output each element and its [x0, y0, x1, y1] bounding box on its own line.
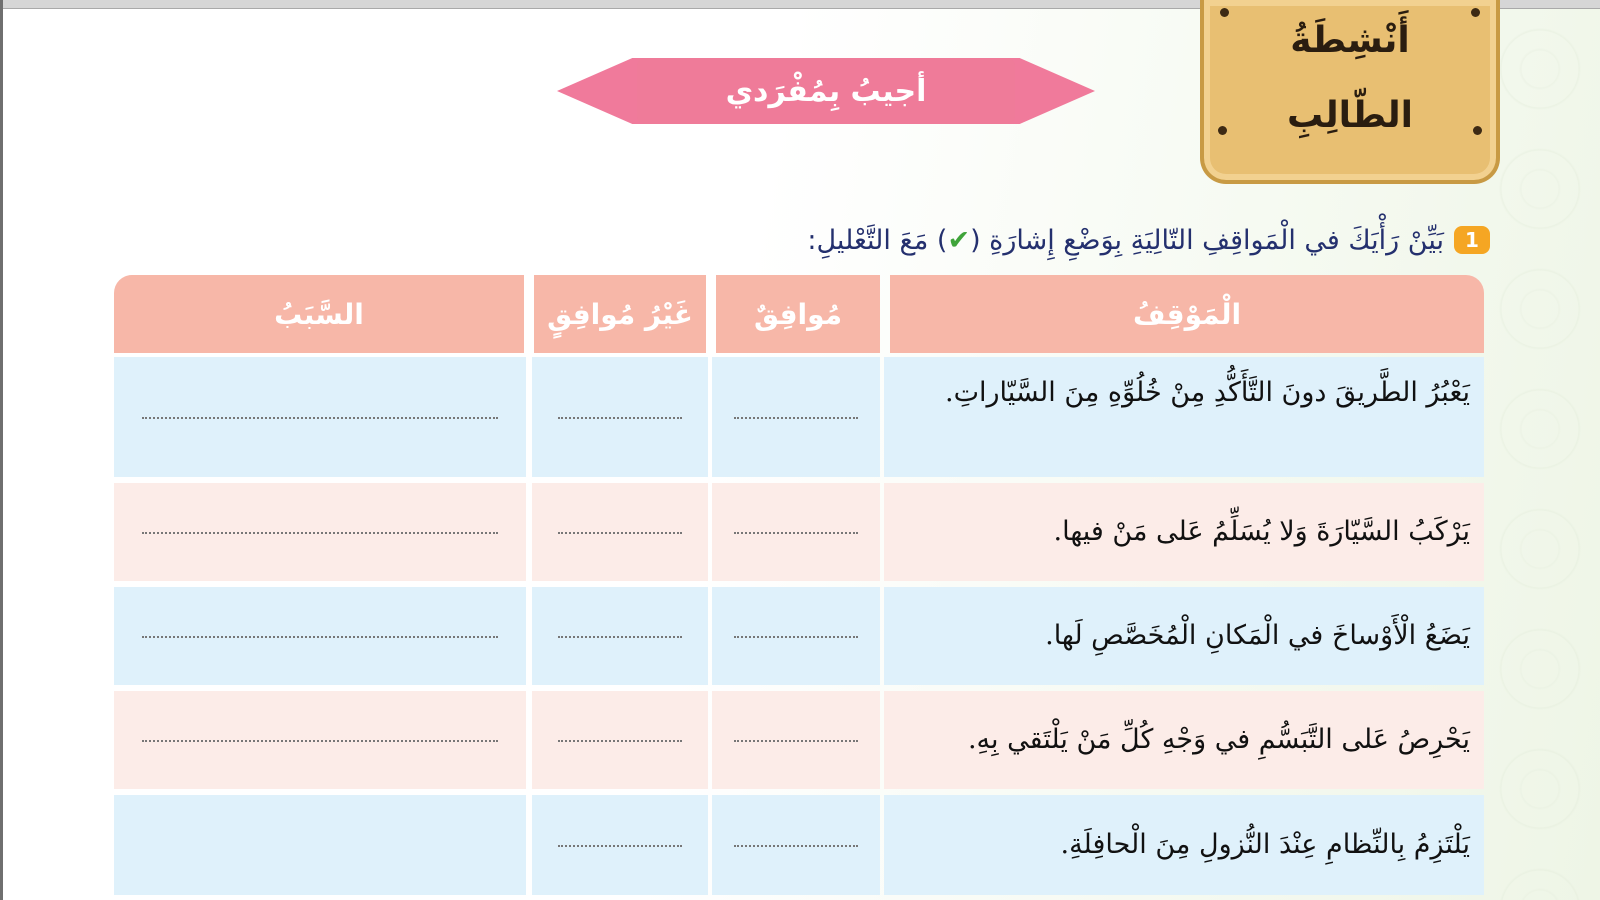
sign-line-1: أَنْشِطَةُ — [1290, 20, 1410, 61]
answer-dotted-line — [734, 417, 858, 419]
situation-text: يَضَعُ الْأَوْساخَ في الْمَكانِ الْمُخَصَّصِ لَها. — [1045, 620, 1470, 651]
header-disagree: غَيْرُ مُوافِقٍ — [534, 275, 706, 353]
instruction-main: بَيِّنْ رَأْيَكَ في الْمَواقِفِ التّالِيَةِ بِوَضْعِ إِشارَةِ ( — [970, 224, 1444, 256]
disagree-answer-cell[interactable] — [532, 795, 708, 895]
situation-text: يَحْرِصُ عَلى التَّبَسُّمِ في وَجْهِ كُلِّ مَنْ يَلْتَقي بِهِ. — [967, 724, 1470, 755]
sign-line-2: الطّالِبِ — [1286, 95, 1414, 136]
disagree-answer-cell[interactable] — [532, 587, 708, 685]
answer-dotted-line — [734, 532, 858, 534]
disagree-answer-cell[interactable] — [532, 357, 708, 477]
checkmark-icon: ✔ — [947, 224, 971, 256]
answer-dotted-line — [558, 740, 682, 742]
table-row-situation — [884, 483, 1484, 581]
table-row-situation — [884, 795, 1484, 895]
table-row-situation — [884, 357, 1484, 477]
exercise-number-badge: 1 — [1454, 226, 1490, 254]
sign-rivet — [1220, 8, 1229, 17]
situation-text: يَلْتَزِمُ بِالنِّظامِ عِنْدَ النُّزولِ مِنَ الْحافِلَةِ. — [1060, 829, 1470, 860]
table-row-situation — [884, 587, 1484, 685]
reason-answer-cell[interactable] — [114, 795, 526, 895]
reason-answer-cell[interactable] — [114, 587, 526, 685]
situation-text: يَعْبُرُ الطَّريقَ دونَ التَّأَكُّدِ مِنْ خُلُوِّهِ مِنَ السَّيّاراتِ. — [945, 377, 1470, 408]
answer-dotted-line — [142, 636, 498, 638]
header-agree: مُوافِقٌ — [716, 275, 880, 353]
answer-dotted-line — [558, 532, 682, 534]
disagree-answer-cell[interactable] — [532, 691, 708, 789]
reason-answer-cell[interactable] — [114, 483, 526, 581]
header-situation: الْمَوْقِفُ — [890, 275, 1484, 353]
answer-dotted-line — [734, 636, 858, 638]
disagree-answer-cell[interactable] — [532, 483, 708, 581]
instruction-tail: ) مَعَ التَّعْليلِ: — [807, 224, 948, 256]
student-activities-sign — [1200, 0, 1500, 184]
answer-dotted-line — [558, 845, 682, 847]
header-reason: السَّبَبُ — [114, 275, 524, 353]
answer-dotted-line — [142, 417, 498, 419]
sign-rivet — [1471, 8, 1480, 17]
reason-answer-cell[interactable] — [114, 691, 526, 789]
banner-label: أجيبُ بِمُفْرَدي — [725, 73, 927, 109]
answer-dotted-line — [558, 636, 682, 638]
answer-dotted-line — [558, 417, 682, 419]
agree-answer-cell[interactable] — [712, 691, 880, 789]
agree-answer-cell[interactable] — [712, 357, 880, 477]
agree-answer-cell[interactable] — [712, 587, 880, 685]
agree-answer-cell[interactable] — [712, 795, 880, 895]
reason-answer-cell[interactable] — [114, 357, 526, 477]
agree-answer-cell[interactable] — [712, 483, 880, 581]
answer-dotted-line — [142, 532, 498, 534]
opinion-table — [114, 275, 1484, 900]
answer-alone-banner — [557, 58, 1095, 124]
exercise-instruction — [690, 220, 1490, 260]
answer-dotted-line — [142, 740, 498, 742]
instruction-text — [807, 225, 1444, 256]
table-row-situation — [884, 691, 1484, 789]
answer-dotted-line — [734, 845, 858, 847]
answer-dotted-line — [734, 740, 858, 742]
situation-text: يَرْكَبُ السَّيّارَةَ وَلا يُسَلِّمُ عَلى مَنْ فيها. — [1053, 516, 1470, 547]
